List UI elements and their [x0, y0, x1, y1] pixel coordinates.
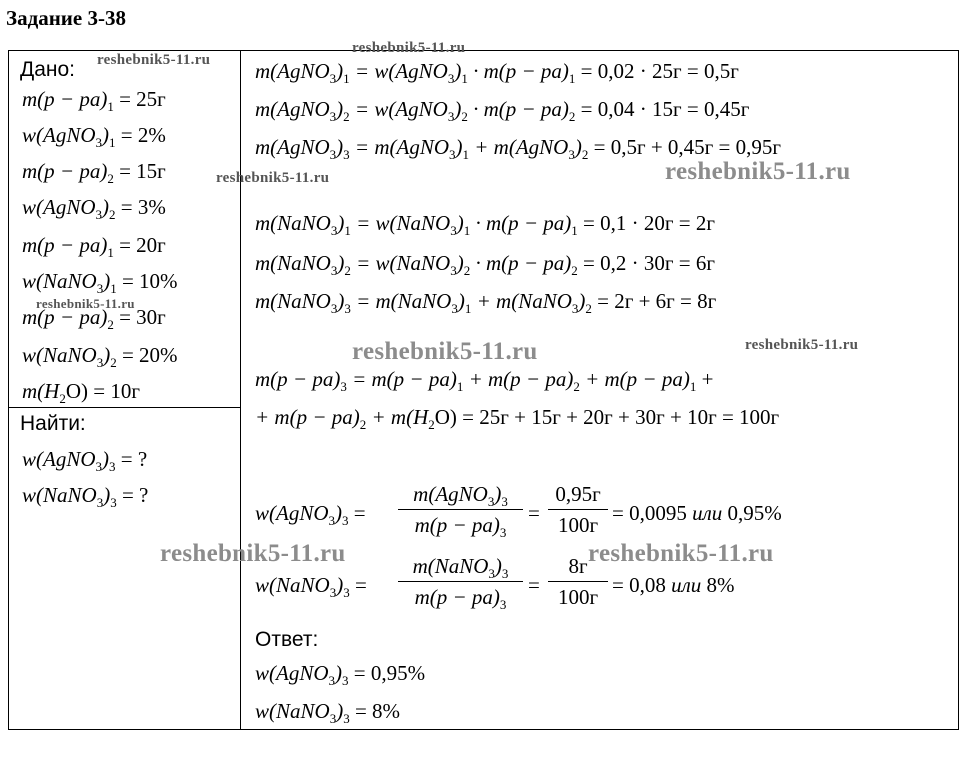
w-ag-fraction-2: 0,95г 100г	[548, 481, 608, 538]
solution-line-na2: $m(NaNO_3)_2$ = $w(NaNO_3)_2 \cdot m(p - pa)_2 = 0,2 \cdot 30г = 6г$	[255, 251, 715, 278]
given-item: $m(p - pa)_2 = 15г$	[22, 159, 166, 186]
given-item: $w(AgNO_3)_1 = 2\%$	[22, 123, 166, 150]
answer-heading: Ответ:	[255, 628, 319, 651]
given-item: $m(p - pa)_1 = 20г$	[22, 233, 166, 260]
given-item: $m(H_2O) = 10г$	[22, 379, 140, 406]
solution-line-ag3: $m(AgNO_3)_3$ = $m(AgNO_3)_1$ + $m(AgNO_3)_2 = 0,5г + 0,45г = 0,95г$	[255, 135, 781, 162]
given-find-divider	[8, 407, 241, 408]
solution-line-mass-sum-2: + $m(p - pa)_2 + m(H_2O) = 25г + 15г + 20г + 30г + 10г = 100г$	[255, 405, 780, 432]
watermark: reshebnik5-11.ru	[588, 540, 774, 567]
given-item: $m(p - pa)_2 = 30г$	[22, 305, 166, 332]
watermark: reshebnik5-11.ru	[97, 52, 211, 68]
find-heading: Найти:	[20, 412, 86, 435]
given-item: $w(NaNO_3)_1 = 10\%$	[22, 269, 178, 296]
given-heading: Дано:	[20, 58, 76, 81]
watermark: reshebnik5-11.ru	[352, 40, 466, 56]
w-ag-result: = 0,0095 или 0,95%	[612, 501, 782, 525]
answer-item-ag: $w(AgNO_3)_3 = 0,95\%$	[255, 661, 426, 688]
watermark: reshebnik5-11.ru	[745, 337, 859, 353]
given-item: $w(NaNO_3)_2 = 20\%$	[22, 343, 178, 370]
w-ag-fraction-1: $m(AgNO_3)_3$ $m(p - pa)_3$	[398, 481, 523, 538]
w-ag-eq: =	[528, 501, 540, 525]
given-item: $w(AgNO_3)_2 = 3\%$	[22, 195, 166, 222]
w-na-eq: =	[528, 573, 540, 597]
watermark: reshebnik5-11.ru	[160, 540, 346, 567]
watermark: reshebnik5-11.ru	[36, 296, 135, 311]
w-na-result: = 0,08 или 8%	[612, 573, 735, 597]
column-divider	[240, 50, 241, 730]
solution-line-ag1: $m(AgNO_3)_1$ = $w(AgNO_3)_1 \cdot m(p - pa)_1 = 0,02 \cdot 25г = 0,5г$	[255, 59, 739, 86]
given-item: $m(p - pa)_1 = 25г$	[22, 87, 166, 114]
answer-item-na: $w(NaNO_3)_3 = 8\%$	[255, 699, 401, 726]
solution-line-mass-sum-1: $m(p - pa)_3 = m(p - pa)_1 + m(p - pa)_2 + m(p - pa)_1$ +	[255, 367, 714, 394]
w-na-lhs: $w(NaNO_3)_3$ =	[255, 573, 367, 600]
w-na-fraction-2: 8г 100г	[548, 553, 608, 610]
find-item-na: $w(NaNO_3)_3$ = ?	[22, 483, 149, 510]
solution-line-na3: $m(NaNO_3)_3$ = $m(NaNO_3)_1$ + $m(NaNO_3)_2 = 2г + 6г = 8г$	[255, 289, 717, 316]
find-item-ag: $w(AgNO_3)_3$ = ?	[22, 447, 148, 474]
watermark: reshebnik5-11.ru	[216, 170, 330, 186]
solution-line-na1: $m(NaNO_3)_1$ = $w(NaNO_3)_1 \cdot m(p - pa)_1 = 0,1 \cdot 20г = 2г$	[255, 211, 715, 238]
watermark: reshebnik5-11.ru	[352, 338, 538, 365]
page-title: Задание 3-38	[6, 6, 126, 30]
solution-line-ag2: $m(AgNO_3)_2$ = $w(AgNO_3)_2 \cdot m(p - pa)_2 = 0,04 \cdot 15г = 0,45г$	[255, 97, 750, 124]
watermark: reshebnik5-11.ru	[665, 158, 851, 185]
w-ag-lhs: $w(AgNO_3)_3$ =	[255, 501, 366, 528]
w-na-fraction-1: $m(NaNO_3)_3$ $m(p - pa)_3$	[398, 553, 523, 610]
